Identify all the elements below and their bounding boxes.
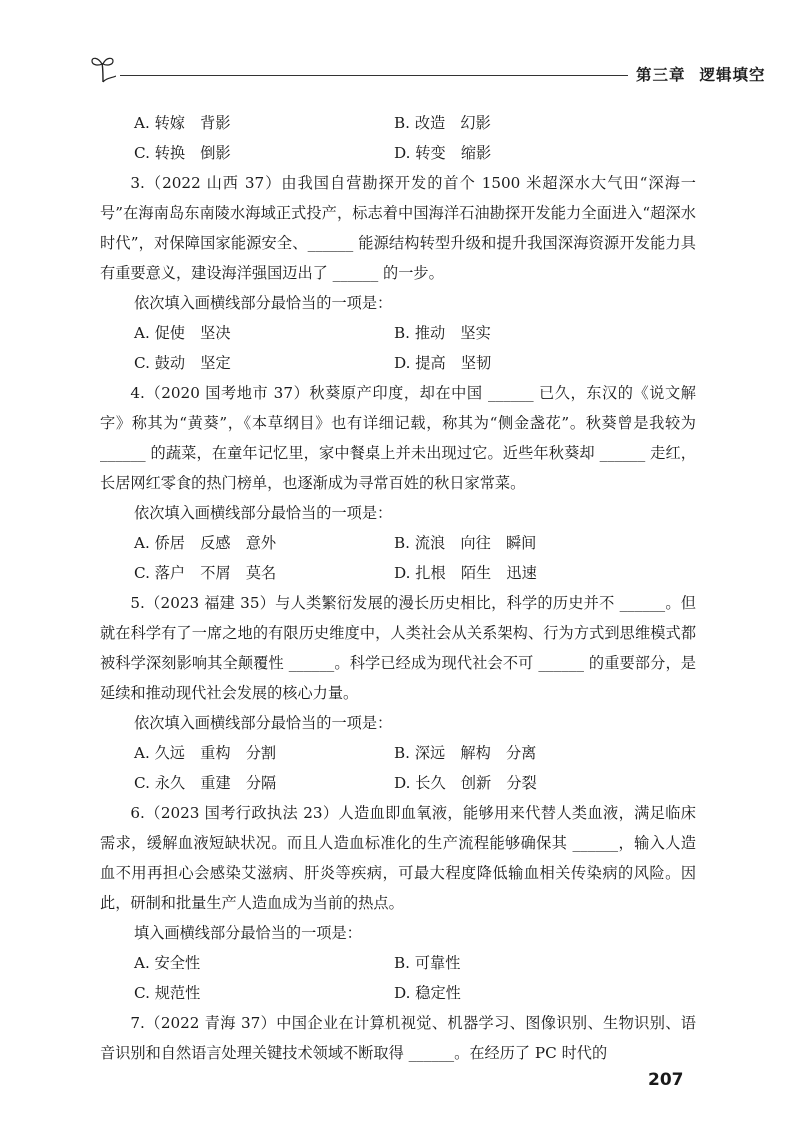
option-a: A. 安全性 (134, 954, 201, 972)
header-rule-left (120, 75, 628, 76)
option-b: B. 可靠性 (394, 954, 461, 972)
page-number: 207 (648, 1070, 684, 1090)
option-d: D. 扎根 陌生 迅速 (394, 564, 537, 582)
q4-options-row-1 (134, 528, 696, 558)
page-content (100, 108, 696, 1068)
question-4-prompt: 依次填入画横线部分最恰当的一项是： (134, 504, 393, 522)
running-header (90, 52, 766, 92)
option-d: D. 稳定性 (394, 984, 461, 1002)
option-c: C. 转换 倒影 (134, 144, 231, 162)
q2-options-row-1 (134, 108, 696, 138)
chapter-number: 第三章 (636, 66, 686, 84)
q5-options-row-2 (134, 768, 696, 798)
option-a: A. 转嫁 背影 (134, 114, 231, 132)
q6-options-row-2 (134, 978, 696, 1008)
chapter-title (636, 63, 766, 85)
question-5-text: 5.（2023 福建 35）与人类繁衍发展的漫长历史相比，科学的历史并不 ______。但就在科学有了一席之地的有限历史维度中，人类社会从关系架构、行为方式到思维模式都被科学深刻影响其全颠覆性 ______。科学已经成为现代社会不可 ______ 的重要部分，是延续和推动现代社会发展的核心力量。 (100, 594, 696, 702)
question-6-prompt: 填入画横线部分最恰当的一项是： (134, 924, 362, 942)
q3-options-row-2 (134, 348, 696, 378)
question-3-prompt: 依次填入画横线部分最恰当的一项是： (134, 294, 393, 312)
option-c: C. 永久 重建 分隔 (134, 774, 277, 792)
option-b: B. 深远 解构 分离 (394, 744, 537, 762)
question-6-text: 6.（2023 国考行政执法 23）人造血即血氧液，能够用来代替人类血液，满足临床需求，缓解血液短缺状况。而且人造血标准化的生产流程能够确保其 ______，输入人造血不用再担心会感染艾滋病、肝炎等疾病，可最大程度降低输血相关传染病的风险。因此，研制和批量生产人造血成为当前的热点。 (100, 804, 696, 912)
option-c: C. 规范性 (134, 984, 201, 1002)
section-title: 逻辑填空 (699, 66, 766, 84)
question-3-text: 3.（2022 山西 37）由我国自营勘探开发的首个 1500 米超深水大气田“深海一号”在海南岛东南陵水海域正式投产，标志着中国海洋石油勘探开发能力全面进入“超深水时代”，对保障国家能源安全、______ 能源结构转型升级和提升我国深海资源开发能力具有重要意义，建设海洋强国迈出了 ______ 的一步。 (100, 174, 696, 282)
option-c: C. 鼓动 坚定 (134, 354, 231, 372)
option-a: A. 久远 重构 分割 (134, 744, 277, 762)
option-a: A. 促使 坚决 (134, 324, 231, 342)
q5-options-row-1 (134, 738, 696, 768)
option-b: B. 推动 坚实 (394, 324, 491, 342)
question-4-text: 4.（2020 国考地市 37）秋葵原产印度，却在中国 ______ 已久，东汉的《说文解字》称其为“黄葵”，《本草纲目》也有详细记载，称其为“侧金盏花”。秋葵曾是我较为 ______ 的蔬菜，在童年记忆里，家中餐桌上并未出现过它。近些年秋葵却 ______ 走红，长居网红零食的热门榜单，也逐渐成为寻常百姓的秋日家常菜。 (100, 384, 696, 492)
option-a: A. 侨居 反感 意外 (134, 534, 277, 552)
option-d: D. 转变 缩影 (394, 144, 492, 162)
option-b: B. 改造 幻影 (394, 114, 491, 132)
question-5-prompt: 依次填入画横线部分最恰当的一项是： (134, 714, 393, 732)
q3-options-row-1 (134, 318, 696, 348)
q2-options-row-2 (134, 138, 696, 168)
option-b: B. 流浪 向往 瞬间 (394, 534, 537, 552)
q4-options-row-2 (134, 558, 696, 588)
q6-options-row-1 (134, 948, 696, 978)
sprout-icon (90, 54, 116, 84)
option-c: C. 落户 不屑 莫名 (134, 564, 277, 582)
option-d: D. 提高 坚韧 (394, 354, 492, 372)
question-7-text: 7.（2022 青海 37）中国企业在计算机视觉、机器学习、图像识别、生物识别、语音识别和自然语言处理关键技术领域不断取得 ______。在经历了 PC 时代的 (100, 1014, 696, 1062)
option-d: D. 长久 创新 分裂 (394, 774, 537, 792)
